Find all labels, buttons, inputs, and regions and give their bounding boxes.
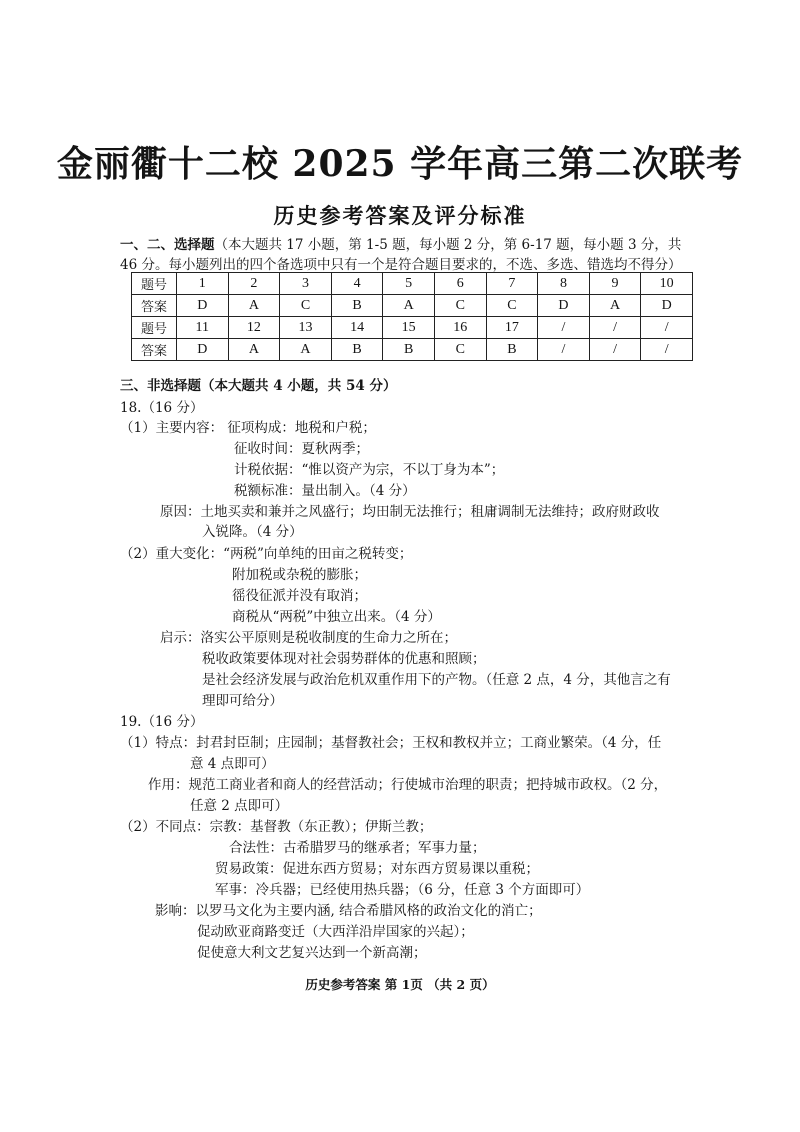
answer-line: 原因：土地买卖和兼并之风盛行；均田制无法推行；租庸调制无法维持；政府财政收 <box>160 504 660 520</box>
answer-line: 作用：规范工商业者和商人的经营活动；行使城市治理的职责；把持城市政权。（2 分， <box>148 777 668 793</box>
answer-table-cell: 1 <box>177 273 229 295</box>
answer-table-cell: 15 <box>383 317 435 339</box>
answer-table-cell: 13 <box>280 317 332 339</box>
answer-table-cell: A <box>228 295 280 317</box>
answer-table-cell: 5 <box>383 273 435 295</box>
answer-table-cell: 10 <box>641 273 693 295</box>
answer-line: 影响：以罗马文化为主要内涵, 结合希腊风格的政治文化的消亡； <box>155 903 542 919</box>
answer-table-row <box>132 273 693 295</box>
answer-table-cell: 17 <box>486 317 538 339</box>
answer-table-row <box>132 317 693 339</box>
answer-line: 意 4 点即可） <box>190 756 275 772</box>
answer-table-cell: D <box>177 295 229 317</box>
answer-table-row-label: 答案 <box>132 295 177 317</box>
answer-line: 促使意大利文艺复兴达到一个新高潮； <box>197 945 427 961</box>
answer-line: 税收政策要体现对社会弱势群体的优惠和照顾； <box>202 651 486 667</box>
answer-table-cell: / <box>538 339 590 361</box>
answer-table-cell: 14 <box>331 317 383 339</box>
answer-table-cell: A <box>228 339 280 361</box>
answer-table-cell: B <box>383 339 435 361</box>
answer-table-cell: 16 <box>434 317 486 339</box>
answer-table-cell: / <box>641 317 693 339</box>
answer-line: 启示：洛实公平原则是税收制度的生命力之所在； <box>160 630 457 646</box>
answer-table-cell: D <box>538 295 590 317</box>
answer-table-cell: 11 <box>177 317 229 339</box>
answer-line: （1）主要内容： 征项构成：地税和户税； <box>120 420 376 436</box>
section1-intro <box>120 235 700 275</box>
answer-table-cell: 3 <box>280 273 332 295</box>
answer-line: 军事：冷兵器；已经使用热兵器；（6 分，任意 3 个方面即可） <box>215 882 590 898</box>
answer-table-cell: B <box>486 339 538 361</box>
answer-line: 18.（16 分） <box>120 400 204 416</box>
answer-table-cell: 4 <box>331 273 383 295</box>
answer-table-row-label: 答案 <box>132 339 177 361</box>
answer-table-cell: / <box>589 339 641 361</box>
page-footer: 历史参考答案 第 1页 （共 2 页） <box>305 977 495 992</box>
answer-line: （2）不同点：宗教：基督教（东正教）；伊斯兰教； <box>120 819 433 835</box>
answer-table-cell: C <box>434 295 486 317</box>
answer-line: 促动欧亚商路变迁（大西洋沿岸国家的兴起）； <box>197 924 474 940</box>
answer-line: 任意 2 点即可） <box>190 798 289 814</box>
answer-table-cell: 8 <box>538 273 590 295</box>
section2-heading: 三、非选择题（本大题共 4 小题，共 54 分） <box>120 378 397 394</box>
answer-line: 徭役征派并没有取消； <box>232 588 367 604</box>
answer-table-cell: A <box>589 295 641 317</box>
answer-table-cell: A <box>280 339 332 361</box>
answer-line: 附加税或杂税的膨胀； <box>232 567 367 583</box>
answer-line: 征收时间：夏秋两季； <box>234 441 369 457</box>
answer-line: 是社会经济发展与政治危机双重作用下的产物。（任意 2 点，4 分，其他言之有 <box>202 672 671 688</box>
answer-table-cell: 12 <box>228 317 280 339</box>
answer-line: （2）重大变化：“两税”向单纯的田亩之税转变； <box>120 546 413 562</box>
answer-table-cell: D <box>641 295 693 317</box>
answer-line: 税额标准：量出制入。（4 分） <box>234 483 416 499</box>
answer-table <box>131 272 693 361</box>
answer-table-cell: C <box>280 295 332 317</box>
answer-line: （1）特点：封君封臣制；庄园制；基督教社会；王权和教权并立；工商业繁荣。（4 分，任 <box>120 735 662 751</box>
answer-table-cell: B <box>331 339 383 361</box>
answer-line: 理即可给分） <box>202 693 283 709</box>
answer-table-cell: / <box>641 339 693 361</box>
answer-table-row <box>132 295 693 317</box>
answer-table-cell: C <box>434 339 486 361</box>
section1-intro-line1: （本大题共 17 小题，第 1-5 题，每小题 2 分，第 6-17 题，每小题 3 分，共 <box>214 237 682 253</box>
section1-heading: 一、二、选择题 <box>120 237 215 253</box>
answer-table-cell: 7 <box>486 273 538 295</box>
answer-line: 商税从“两税”中独立出来。（4 分） <box>232 609 441 625</box>
answer-line: 贸易政策：促进东西方贸易；对东西方贸易课以重税； <box>215 861 539 877</box>
answer-line: 合法性：古希腊罗马的继承者；军事力量； <box>229 840 486 856</box>
answer-table-cell: 9 <box>589 273 641 295</box>
answer-table-row-label: 题号 <box>132 317 177 339</box>
page-subtitle: 历史参考答案及评分标准 <box>273 203 527 228</box>
answer-line: 入锐降。（4 分） <box>202 524 303 540</box>
answer-line: 计税依据：“惟以资产为宗，不以丁身为本”； <box>234 462 505 478</box>
answer-table-cell: / <box>589 317 641 339</box>
answer-table-cell: 2 <box>228 273 280 295</box>
answer-table-row-label: 题号 <box>132 273 177 295</box>
section1-intro-line2: 46 分。每小题列出的四个备选项中只有一个是符合题目要求的，不选、多选、错选均不得分） <box>120 257 682 273</box>
answer-table-cell: A <box>383 295 435 317</box>
answer-table-cell: C <box>486 295 538 317</box>
answer-table-cell: / <box>538 317 590 339</box>
answer-table-cell: B <box>331 295 383 317</box>
page-title: 金丽衢十二校 2025 学年高三第二次联考 <box>56 143 744 185</box>
answer-table-cell: D <box>177 339 229 361</box>
answer-table-cell: 6 <box>434 273 486 295</box>
answer-table-row <box>132 339 693 361</box>
answer-line: 19.（16 分） <box>120 714 204 730</box>
